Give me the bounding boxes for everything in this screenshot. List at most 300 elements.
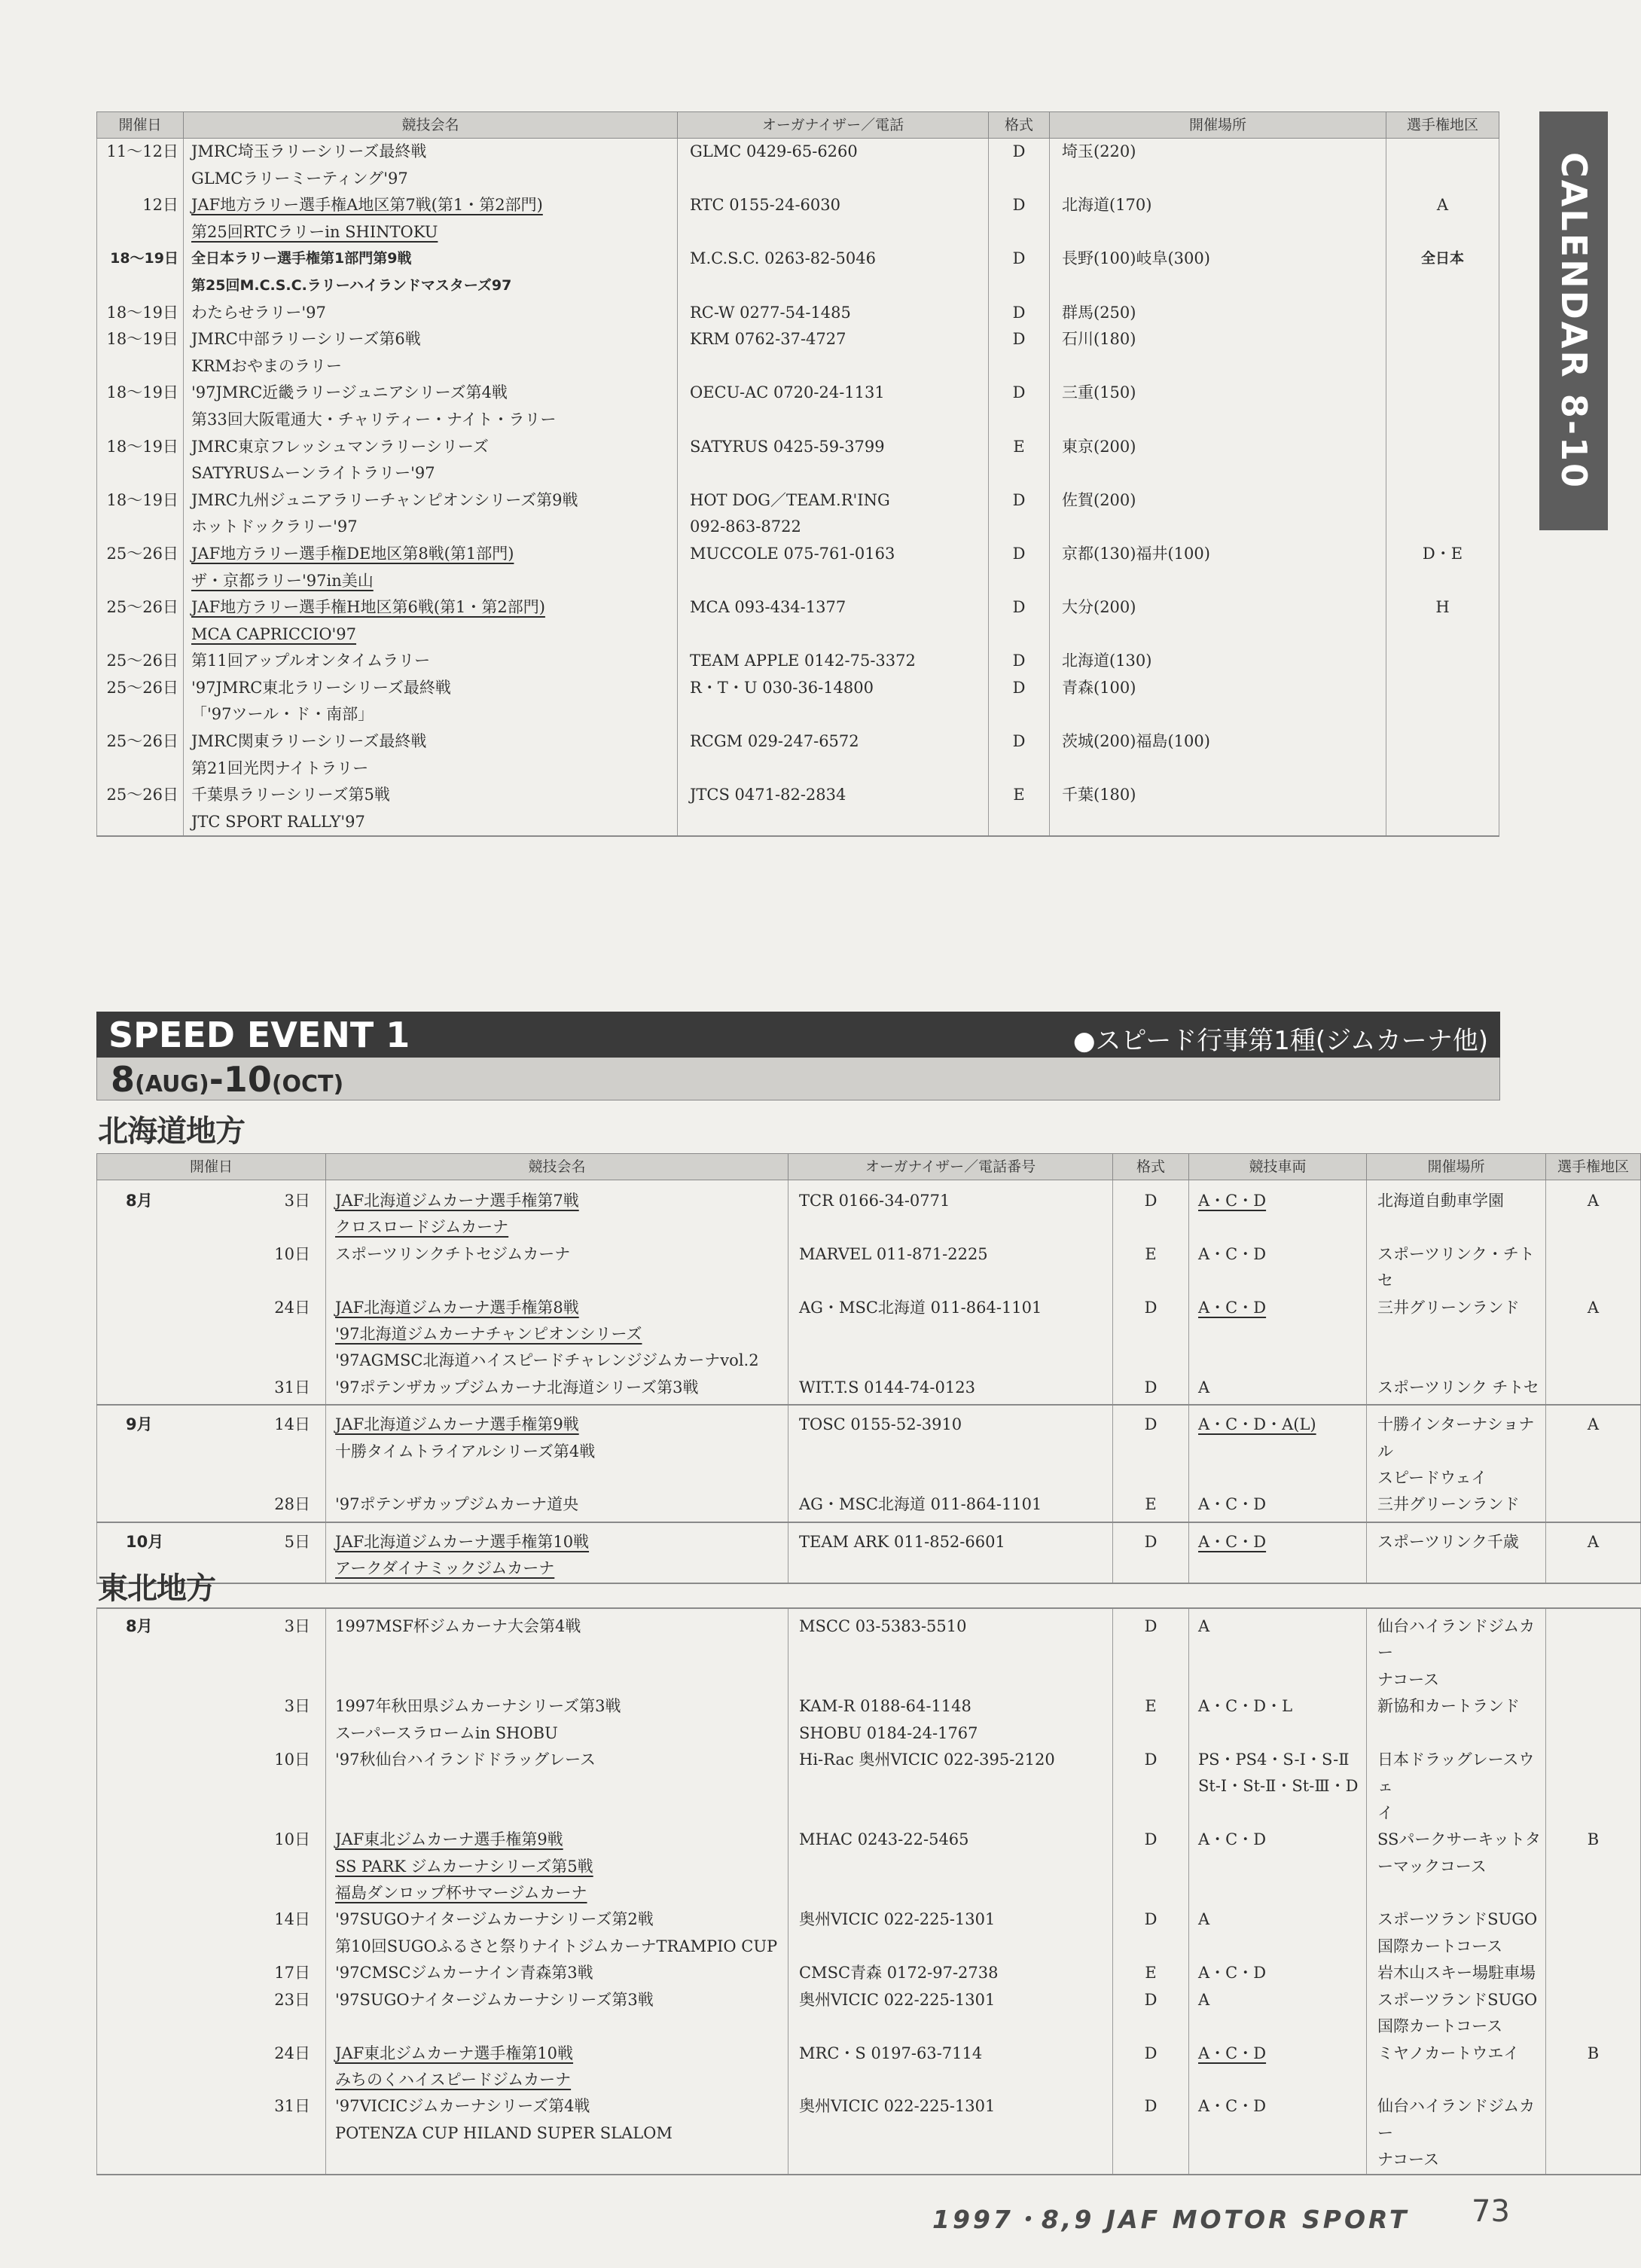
venue: 岩木山スキー場駐車場 xyxy=(1367,1960,1546,1986)
table-row xyxy=(97,1987,1641,2041)
event-name-line: SATYRUSムーンライトラリー'97 xyxy=(191,464,435,483)
region xyxy=(1386,300,1499,327)
organizer-line: SHOBU 0184-24-1767 xyxy=(799,1723,978,1742)
event-name xyxy=(326,1906,788,1960)
region xyxy=(1386,782,1499,836)
event-name-line: JTC SPORT RALLY'97 xyxy=(191,812,365,831)
event-name xyxy=(326,1295,788,1375)
month-spacer xyxy=(97,1747,166,1827)
table-row xyxy=(97,2041,1641,2094)
event-name: '97ポテンザカップジムカーナ北海道シリーズ第3戦 xyxy=(326,1375,788,1405)
venue-line: 仙台ハイランドジムカー xyxy=(1377,1617,1536,1662)
event-format: D xyxy=(1113,1405,1189,1491)
calendar-side-tab xyxy=(1539,111,1608,530)
region: D・E xyxy=(1386,541,1499,594)
event-date: 25〜26日 xyxy=(97,675,184,728)
vehicle-class: A・C・D xyxy=(1189,1960,1367,1986)
vehicle-class: A xyxy=(1189,1906,1367,1960)
region xyxy=(1546,1987,1641,2041)
event-date: 11〜12日 xyxy=(97,139,184,193)
vehicle-class: A xyxy=(1189,1375,1367,1405)
table-row xyxy=(97,675,1499,728)
venue: 新協和カートランド xyxy=(1367,1693,1546,1747)
event-name-line: JAF地方ラリー選手権DE地区第8戦(第1部門) xyxy=(191,544,514,563)
table-row xyxy=(97,434,1499,487)
month-spacer xyxy=(97,1960,166,1986)
event-name-line: 十勝タイムトライアルシリーズ第4戦 xyxy=(335,1442,596,1461)
organizer: RC-W 0277-54-1485 xyxy=(678,300,989,327)
event-day: 10日 xyxy=(166,1747,326,1827)
month-spacer xyxy=(97,2041,166,2094)
venue: 京都(130)福井(100) xyxy=(1050,541,1386,594)
month-label: 8月 xyxy=(97,1608,166,1693)
venue-line: 国際カートコース xyxy=(1377,2017,1503,2036)
venue-line: スポーツランドSUGO xyxy=(1377,1910,1538,1929)
event-day: 31日 xyxy=(166,2093,326,2174)
event-name-line: SS PARK ジムカーナシリーズ第5戦 xyxy=(335,1857,593,1876)
event-format: E xyxy=(1113,1241,1189,1295)
event-format: E xyxy=(1113,1960,1189,1986)
event-name-line: クロスロードジムカーナ xyxy=(335,1218,509,1237)
event-name-line: POTENZA CUP HILAND SUPER SLALOM xyxy=(335,2123,673,2142)
event-day: 10日 xyxy=(166,1827,326,1906)
event-name-line: '97AGMSC北海道ハイスピードチャレンジジムカーナvol.2 xyxy=(335,1351,759,1370)
event-name xyxy=(326,1522,788,1583)
venue: スポーツリンク・チトセ xyxy=(1367,1241,1546,1295)
venue xyxy=(1367,1906,1546,1960)
event-date: 18〜19日 xyxy=(97,300,184,327)
header-event-name: 競技会名 xyxy=(326,1154,788,1180)
organizer: WIT.T.S 0144-74-0123 xyxy=(788,1375,1113,1405)
event-day: 14日 xyxy=(166,1405,326,1491)
month-spacer xyxy=(97,1906,166,1960)
vehicle-class xyxy=(1189,2041,1367,2094)
event-format: E xyxy=(1113,1693,1189,1747)
vehicle-class: A・C・D・L xyxy=(1189,1693,1367,1747)
event-name xyxy=(184,675,678,728)
vehicle-class-text: A・C・D xyxy=(1198,1532,1267,1551)
venue-line: ーマックコース xyxy=(1377,1857,1487,1876)
region: A xyxy=(1546,1522,1641,1583)
venue: スポーツリンク千歳 xyxy=(1367,1522,1546,1583)
table-row xyxy=(97,728,1499,782)
event-name xyxy=(184,728,678,782)
event-format: D xyxy=(1113,1295,1189,1375)
event-date: 18〜19日 xyxy=(97,380,184,433)
venue: 北海道自動車学園 xyxy=(1367,1180,1546,1241)
table-row xyxy=(97,1295,1641,1375)
event-format: E xyxy=(1113,1491,1189,1522)
venue xyxy=(1367,1827,1546,1906)
venue-line: SSパークサーキットタ xyxy=(1377,1830,1541,1849)
event-name: '97秋仙台ハイランドドラッグレース xyxy=(326,1747,788,1827)
region: A xyxy=(1386,192,1499,246)
region: B xyxy=(1546,2041,1641,2094)
table-row xyxy=(97,487,1499,541)
event-name-line: GLMCラリーミーティング'97 xyxy=(191,169,408,188)
venue: スポーツリンク チトセ xyxy=(1367,1375,1546,1405)
venue: 千葉(180) xyxy=(1050,782,1386,836)
event-day: 3日 xyxy=(166,1180,326,1241)
venue-line: 国際カートコース xyxy=(1377,1937,1503,1955)
header-region: 選手権地区 xyxy=(1386,112,1499,139)
venue: 茨城(200)福島(100) xyxy=(1050,728,1386,782)
header-format: 格式 xyxy=(989,112,1050,139)
organizer: RTC 0155-24-6030 xyxy=(678,192,989,246)
table-row xyxy=(97,1693,1641,1747)
event-name-line: 全日本ラリー選手権第1部門第9戦 xyxy=(191,250,412,267)
event-day: 3日 xyxy=(166,1693,326,1747)
header-date: 開催日 xyxy=(97,1154,326,1180)
event-day: 14日 xyxy=(166,1906,326,1960)
organizer: MHAC 0243-22-5465 xyxy=(788,1827,1113,1906)
month-spacer xyxy=(97,1987,166,2041)
event-name-line: アークダイナミックジムカーナ xyxy=(335,1559,555,1578)
venue xyxy=(1367,2093,1546,2174)
event-name-line: '97JMRC東北ラリーシリーズ最終戦 xyxy=(191,678,451,697)
region xyxy=(1386,728,1499,782)
event-format: D xyxy=(1113,2093,1189,2174)
event-name xyxy=(326,1693,788,1747)
region: A xyxy=(1546,1405,1641,1491)
organizer-line: HOT DOG／TEAM.R'ING xyxy=(690,490,890,509)
event-name-line: 第33回大阪電通大・チャリティー・ナイト・ラリー xyxy=(191,410,557,429)
organizer-line: KAM-R 0188-64-1148 xyxy=(799,1697,971,1716)
event-format: D xyxy=(989,487,1050,541)
venue-line: スピードウェイ xyxy=(1377,1469,1487,1488)
venue xyxy=(1367,1405,1546,1491)
venue: 群馬(250) xyxy=(1050,300,1386,327)
table-row xyxy=(97,1608,1641,1693)
date-start-month: (AUG) xyxy=(135,1071,209,1097)
month-label: 9月 xyxy=(97,1405,166,1491)
vehicle-class: A xyxy=(1189,1987,1367,2041)
event-name-line: 福島ダンロップ杯サマージムカーナ xyxy=(335,1884,587,1903)
event-day: 17日 xyxy=(166,1960,326,1986)
event-name-line: 1997年秋田県ジムカーナシリーズ第3戦 xyxy=(335,1697,621,1716)
event-name xyxy=(184,648,678,675)
event-name: '97CMSCジムカーナイン青森第3戦 xyxy=(326,1960,788,1986)
event-name-line: 第21回光閃ナイトラリー xyxy=(191,759,369,777)
event-date: 25〜26日 xyxy=(97,728,184,782)
organizer: TEAM APPLE 0142-75-3372 xyxy=(678,648,989,675)
event-format: D xyxy=(989,675,1050,728)
vehicle-class-text: A・C・D xyxy=(1198,1298,1267,1317)
venue: 大分(200) xyxy=(1050,594,1386,648)
event-name xyxy=(326,2093,788,2174)
venue: ミヤノカートウエイ xyxy=(1367,2041,1546,2094)
event-format: D xyxy=(1113,1987,1189,2041)
venue: 石川(180) xyxy=(1050,326,1386,380)
venue: 北海道(130) xyxy=(1050,648,1386,675)
table-row xyxy=(97,1405,1641,1491)
rally-calendar-table xyxy=(96,111,1499,837)
vehicle-class-text: A・C・D xyxy=(1198,2044,1267,2062)
venue-line: ナコース xyxy=(1377,1670,1440,1689)
event-name-line: 第11回アップルオンタイムラリー xyxy=(191,652,431,670)
event-name xyxy=(184,300,678,327)
side-tab-label: CALENDAR 8-10 xyxy=(1553,152,1594,490)
organizer: RCGM 029-247-6572 xyxy=(678,728,989,782)
venue: 三重(150) xyxy=(1050,380,1386,433)
rally-table-header xyxy=(97,112,1499,139)
event-date: 18〜19日 xyxy=(97,326,184,380)
venue-line: 日本ドラッグレースウェ xyxy=(1377,1751,1535,1796)
venue-line: イ xyxy=(1377,1803,1393,1822)
event-format: D xyxy=(989,326,1050,380)
event-format: D xyxy=(1113,1906,1189,1960)
date-range-bar xyxy=(96,1058,1500,1100)
event-name-line: ホットドックラリー'97 xyxy=(191,517,358,536)
vehicle-class: A・C・D xyxy=(1189,1241,1367,1295)
section-title: SPEED EVENT 1 xyxy=(108,1015,410,1055)
region: B xyxy=(1546,1827,1641,1906)
event-name-line: JMRC東京フレッシュマンラリーシリーズ xyxy=(191,437,489,456)
event-name-line: JMRC関東ラリーシリーズ最終戦 xyxy=(191,732,427,751)
month-spacer xyxy=(97,1295,166,1375)
date-range xyxy=(111,1059,343,1100)
event-format: E xyxy=(989,782,1050,836)
event-name xyxy=(184,326,678,380)
event-day: 24日 xyxy=(166,2041,326,2094)
venue-line: ナコース xyxy=(1377,2150,1440,2169)
event-name-line: JAF東北ジムカーナ選手権第9戦 xyxy=(335,1830,563,1849)
event-name-line: 「'97ツール・ド・南部」 xyxy=(191,705,374,724)
event-name-line: MCA CAPRICCIO'97 xyxy=(191,624,357,643)
region: A xyxy=(1546,1180,1641,1241)
event-name xyxy=(184,139,678,193)
vehicle-class-text: A・C・D xyxy=(1198,1192,1267,1210)
event-day: 28日 xyxy=(166,1491,326,1522)
region: 全日本 xyxy=(1386,246,1499,299)
tohoku-calendar-table xyxy=(96,1607,1641,2175)
organizer: AG・MSC北海道 011-864-1101 xyxy=(788,1295,1113,1375)
event-day: 31日 xyxy=(166,1375,326,1405)
event-name xyxy=(184,594,678,648)
region xyxy=(1546,1693,1641,1747)
region xyxy=(1386,380,1499,433)
event-name-line: 第25回RTCラリーin SHINTOKU xyxy=(191,222,438,241)
date-start: 8 xyxy=(111,1059,136,1100)
event-name-line: みちのくハイスピードジムカーナ xyxy=(335,2070,572,2089)
event-name: '97ポテンザカップジムカーナ道央 xyxy=(326,1491,788,1522)
event-name xyxy=(184,246,678,299)
header-organizer: オーガナイザー／電話番号 xyxy=(788,1154,1113,1180)
magazine-footer: 1997・8,9 JAF MOTOR SPORT xyxy=(932,2205,1410,2234)
organizer: OECU-AC 0720-24-1131 xyxy=(678,380,989,433)
table-row xyxy=(97,1960,1641,1986)
vehicle-class xyxy=(1189,1522,1367,1583)
event-day: 24日 xyxy=(166,1295,326,1375)
event-date: 25〜26日 xyxy=(97,594,184,648)
table-row xyxy=(97,1906,1641,1960)
event-name xyxy=(184,192,678,246)
header-venue: 開催場所 xyxy=(1050,112,1386,139)
venue: 長野(100)岐阜(300) xyxy=(1050,246,1386,299)
organizer-line: 092-863-8722 xyxy=(690,517,801,536)
venue xyxy=(1367,1747,1546,1827)
event-name xyxy=(326,1180,788,1241)
venue: 青森(100) xyxy=(1050,675,1386,728)
event-format: D xyxy=(989,728,1050,782)
region: A xyxy=(1546,1295,1641,1375)
event-date: 12日 xyxy=(97,192,184,246)
header-vehicle: 競技車両 xyxy=(1189,1154,1367,1180)
event-day: 10日 xyxy=(166,1241,326,1295)
region xyxy=(1546,1241,1641,1295)
region xyxy=(1386,487,1499,541)
event-name-line: JAF北海道ジムカーナ選手権第8戦 xyxy=(335,1298,579,1317)
region xyxy=(1546,1960,1641,1986)
region xyxy=(1386,326,1499,380)
event-name-line: 第25回M.C.S.C.ラリーハイランドマスターズ97 xyxy=(191,276,512,294)
event-name-line: ザ・京都ラリー'97in美山 xyxy=(191,571,374,590)
event-name: スポーツリンクチトセジムカーナ xyxy=(326,1241,788,1295)
event-name xyxy=(326,1405,788,1491)
event-name xyxy=(184,380,678,433)
table-row xyxy=(97,380,1499,433)
event-name-line: JAF北海道ジムカーナ選手権第7戦 xyxy=(335,1192,579,1210)
event-name-line: '97JMRC近畿ラリージュニアシリーズ第4戦 xyxy=(191,383,508,402)
event-name-line: JAF地方ラリー選手権A地区第7戦(第1・第2部門) xyxy=(191,196,543,215)
event-name xyxy=(326,1827,788,1906)
venue: 佐賀(200) xyxy=(1050,487,1386,541)
month-spacer xyxy=(97,2093,166,2174)
region xyxy=(1546,1906,1641,1960)
region xyxy=(1386,139,1499,193)
month-spacer xyxy=(97,1491,166,1522)
event-format: D xyxy=(989,594,1050,648)
event-name xyxy=(326,2041,788,2094)
region xyxy=(1546,1747,1641,1827)
vehicle-class xyxy=(1189,1180,1367,1241)
event-name-line: KRMおやまのラリー xyxy=(191,356,343,375)
venue: 三井グリーンランド xyxy=(1367,1295,1546,1375)
table-row xyxy=(97,1827,1641,1906)
event-date: 25〜26日 xyxy=(97,782,184,836)
organizer: CMSC青森 0172-97-2738 xyxy=(788,1960,1113,1986)
table-row xyxy=(97,246,1499,299)
event-name-line: 千葉県ラリーシリーズ第5戦 xyxy=(191,786,390,804)
organizer: GLMC 0429-65-6260 xyxy=(678,139,989,193)
event-name-line: JMRC埼玉ラリーシリーズ最終戦 xyxy=(191,142,427,160)
event-format: E xyxy=(989,434,1050,487)
organizer: TEAM ARK 011-852-6601 xyxy=(788,1522,1113,1583)
vehicle-class xyxy=(1189,1295,1367,1375)
event-date: 25〜26日 xyxy=(97,648,184,675)
event-name-line: JAF東北ジムカーナ選手権第10戦 xyxy=(335,2044,574,2062)
table-row xyxy=(97,782,1499,836)
event-format: D xyxy=(1113,1522,1189,1583)
region: H xyxy=(1386,594,1499,648)
organizer: R・T・U 030-36-14800 xyxy=(678,675,989,728)
table-row xyxy=(97,541,1499,594)
header-format: 格式 xyxy=(1113,1154,1189,1180)
venue-line: 十勝インターナショナル xyxy=(1377,1415,1535,1461)
venue-line: スポーツランドSUGO xyxy=(1377,1990,1538,2009)
organizer: 奥州VICIC 022-225-1301 xyxy=(788,1987,1113,2041)
page-number: 73 xyxy=(1472,2194,1510,2229)
venue: 東京(200) xyxy=(1050,434,1386,487)
table-row xyxy=(97,1491,1641,1522)
speed-event-banner xyxy=(96,1012,1500,1058)
date-end-month: (OCT) xyxy=(271,1071,344,1097)
organizer: TCR 0166-34-0771 xyxy=(788,1180,1113,1241)
table-row xyxy=(97,1747,1641,1827)
region xyxy=(1386,675,1499,728)
month-label: 8月 xyxy=(97,1180,166,1241)
header-organizer: オーガナイザー／電話 xyxy=(678,112,989,139)
month-spacer xyxy=(97,1693,166,1747)
table-row xyxy=(97,1522,1641,1583)
event-day: 3日 xyxy=(166,1608,326,1693)
event-format: D xyxy=(989,380,1050,433)
event-day: 23日 xyxy=(166,1987,326,2041)
venue: 北海道(170) xyxy=(1050,192,1386,246)
region xyxy=(1386,648,1499,675)
venue: 埼玉(220) xyxy=(1050,139,1386,193)
vehicle-class: A・C・D xyxy=(1189,2093,1367,2174)
event-name-line: わたらせラリー'97 xyxy=(191,303,326,322)
venue xyxy=(1367,1608,1546,1693)
table-row xyxy=(97,2093,1641,2174)
event-format: D xyxy=(1113,1375,1189,1405)
table-row xyxy=(97,192,1499,246)
event-name xyxy=(184,782,678,836)
event-name xyxy=(184,434,678,487)
organizer: SATYRUS 0425-59-3799 xyxy=(678,434,989,487)
vehicle-class: A・C・D xyxy=(1189,1827,1367,1906)
organizer: MSCC 03-5383-5510 xyxy=(788,1608,1113,1693)
venue-line: 仙台ハイランドジムカー xyxy=(1377,2097,1536,2142)
table-row xyxy=(97,1180,1641,1241)
speed-table-header xyxy=(97,1154,1641,1180)
event-name-line: 第10回SUGOふるさと祭りナイトジムカーナTRAMPIO CUP xyxy=(335,1937,778,1955)
region xyxy=(1546,2093,1641,2174)
organizer xyxy=(678,487,989,541)
organizer: TOSC 0155-52-3910 xyxy=(788,1405,1113,1491)
event-format: D xyxy=(989,192,1050,246)
venue xyxy=(1367,1987,1546,2041)
organizer: 奥州VICIC 022-225-1301 xyxy=(788,1906,1113,1960)
event-name-line: '97SUGOナイタージムカーナシリーズ第2戦 xyxy=(335,1910,654,1929)
event-format: D xyxy=(989,139,1050,193)
event-date: 18〜19日 xyxy=(97,246,184,299)
event-date: 18〜19日 xyxy=(97,434,184,487)
organizer: MUCCOLE 075-761-0163 xyxy=(678,541,989,594)
vehicle-class: PS・PS4・S-Ⅰ・S-Ⅱ St-Ⅰ・St-Ⅱ・St-Ⅲ・D xyxy=(1189,1747,1367,1827)
region-title-tohoku: 東北地方 xyxy=(98,1571,215,1606)
month-spacer xyxy=(97,1375,166,1405)
vehicle-class xyxy=(1189,1405,1367,1491)
event-name xyxy=(184,487,678,541)
event-date: 18〜19日 xyxy=(97,487,184,541)
event-format: D xyxy=(1113,1180,1189,1241)
event-name-line: JAF北海道ジムカーナ選手権第10戦 xyxy=(335,1532,590,1551)
table-row xyxy=(97,594,1499,648)
section-subtitle: ●スピード行事第1種(ジムカーナ他) xyxy=(1072,1026,1488,1056)
table-row xyxy=(97,1375,1641,1405)
region xyxy=(1386,434,1499,487)
date-end: -10 xyxy=(209,1059,272,1100)
month-spacer xyxy=(97,1241,166,1295)
hokkaido-calendar-table xyxy=(96,1153,1641,1584)
event-name-line: JAF北海道ジムカーナ選手権第9戦 xyxy=(335,1415,579,1434)
event-format: D xyxy=(989,541,1050,594)
vehicle-class: A・C・D xyxy=(1189,1491,1367,1522)
vehicle-class-text: A・C・D・A(L) xyxy=(1198,1415,1316,1434)
organizer: MRC・S 0197-63-7114 xyxy=(788,2041,1113,2094)
